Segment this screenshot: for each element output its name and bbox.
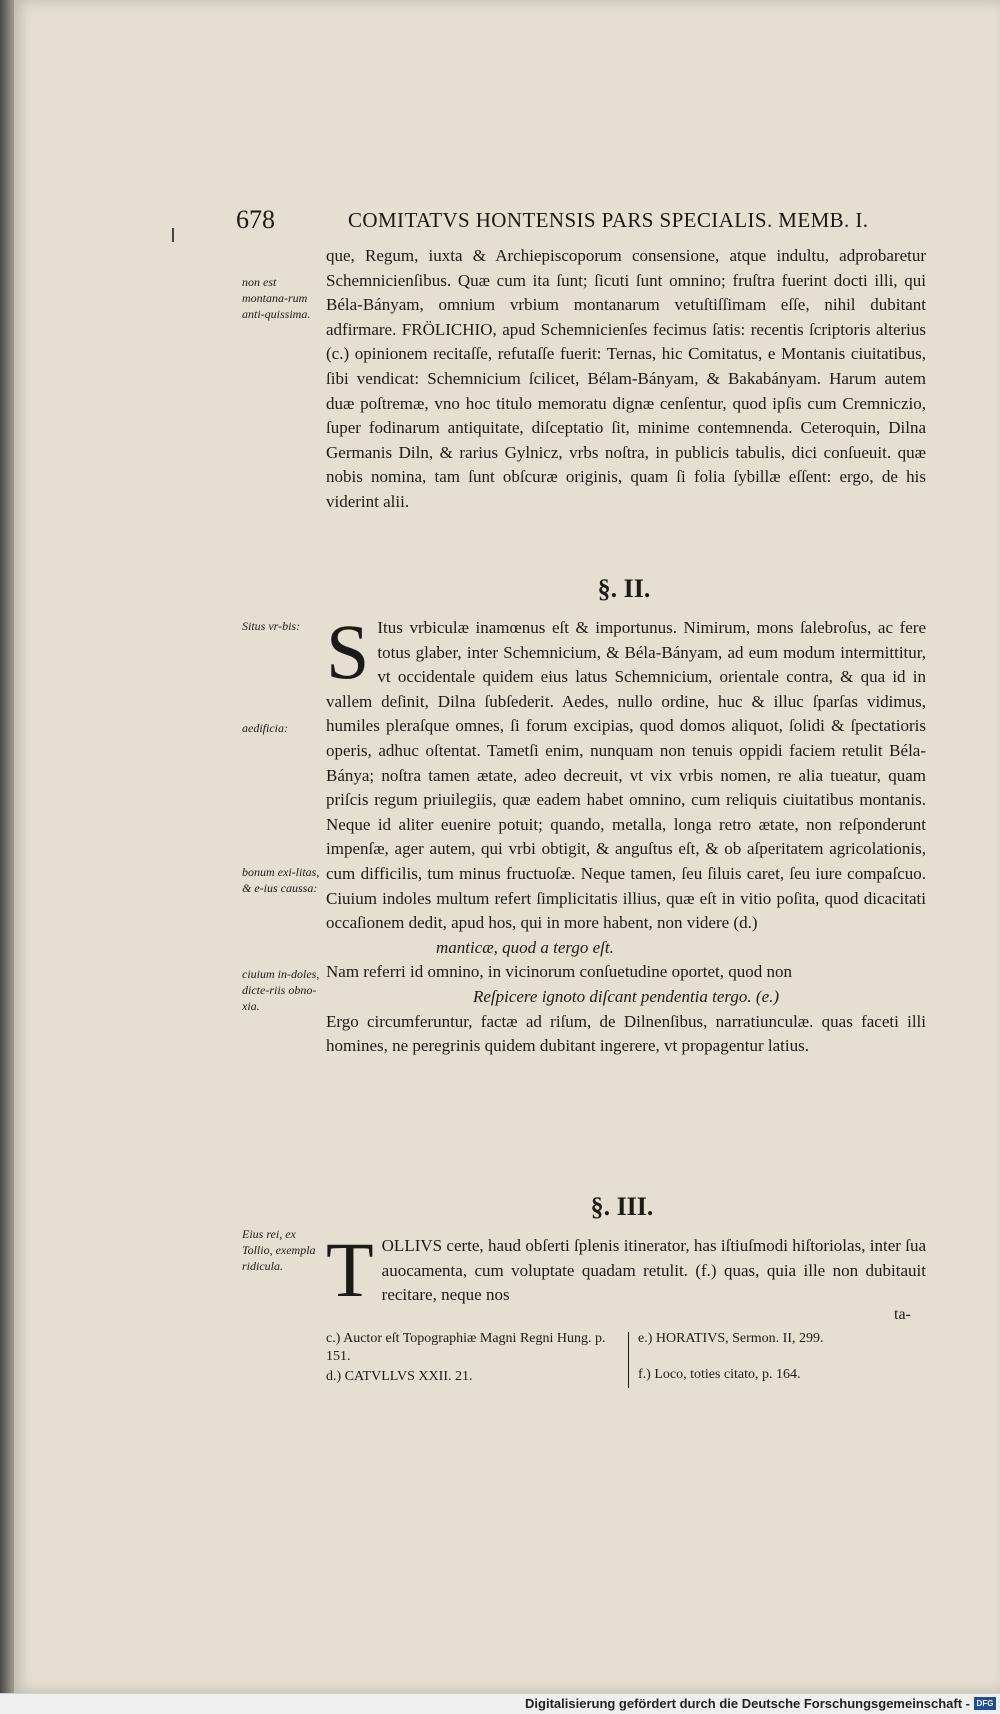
funding-credit: Digitalisierung gefördert durch die Deutsche Forschungsgemeinschaft - [525,1696,970,1711]
catchword: ta- [894,1306,911,1323]
paragraph-text: Ergo circumferuntur, factæ ad riſum, de Dilnenſibus, narratiunculæ. quas faceti illi homines, ne peregrinis quidem dubitant ingerere, vt propagentur latius. [326,1011,926,1056]
margin-note: ciuium in-doles, dicte-riis obno-xia. [242,967,320,1013]
footnote-f: f.) Loco, toties citato, p. 164. [638,1367,801,1382]
running-title: COMITATVS HONTENSIS PARS SPECIALIS. MEMB. I. [348,208,869,232]
margin-note: aedificia: [242,721,288,735]
paragraph-text: que, Regum, iuxta & Archiepiscoporum consensione, atque indultu, adprobaretur Schemnicienſibus. Quæ cum ita ſunt; ſicuti ſunt omnino; fruſtra fuerint docti illi, qui Béla-Bányam, omnium vrbium montanarum vetuſtiſſimam eſſe, nihil dubitant adfirmare. FRÖLICHIO, apud Schemnicienſes fecimus ſatis: recentis ſcriptoris alterius (c.) opinionem recitaſſe, refutaſſe fuerit: Ternas, hic Comitatus, e Montanis ciuitatibus, ſibi vendicat: Schemnicium ſcilicet, Bélam-Bányam, & Bakabányam. Harum autem duæ poſtremæ, vno hoc titulo memoratu dignæ cenſentur, quod ipſis cum Cremniczio, ſuper fodinarum antiquitate, diſceptatio ſit, minime contemnenda. Ceteroquin, Dilna Germanis Diln, & rarius Gylnicz, vrbs noſtra, in publicis tabulis, dici conſueuit. quæ nobis nomina, tam ſunt obſcuræ originis, quam ſi folia ſybillæ eſſent: ergo, de his viderint alii. [326,246,926,511]
drop-cap: T [326,1226,374,1313]
margin-note: bonum exi-litas, & e-ius caussa: [242,865,320,895]
page-number: 678 [236,205,275,234]
footnote-c: c.) Auctor eſt Topographiæ Magni Regni Hung. p. 151. [326,1331,606,1364]
paragraph-2 [326,608,926,1059]
paragraph-3 [326,1226,926,1313]
margin-note: Eius rei, ex Tollio, exempla ridicula. [242,1227,316,1273]
footnote-divider [628,1332,629,1388]
footnotes-left [326,1330,626,1388]
footnote-d: d.) CATVLLVS XXII. 21. [326,1369,473,1384]
paragraph-text: Nam referri id omnino, in vicinorum conſuetudine oportet, quod non [326,962,792,982]
margin-mark [172,228,174,242]
footnotes-right [638,1330,898,1386]
page-header [236,202,916,242]
paragraph-text: OLLIVS certe, haud obſerti ſplenis itinerator, has iſtiuſmodi hiſtoriolas, inter ſua auocamenta, cum voluptate quadam retulit. (f.) quas, quia ille non dubitauit recitare, neque nos [381,1236,926,1305]
section-heading-2: §. II. [597,574,651,603]
margin-note: non est montana-rum anti-quissima. [242,275,311,321]
paragraph-1 [326,244,926,515]
quote-line: Reſpicere ignoto diſcant pendentia tergo. (e.) [472,986,780,1006]
section-heading-3: §. III. [590,1192,654,1221]
dfg-logo-icon: DFG [974,1697,996,1710]
quote-line: manticæ, quod a tergo eſt. [436,937,614,957]
margin-note: Situs vr-bis: [242,619,301,633]
paragraph-text: Itus vrbiculæ inamœnus eſt & importunus. Nimirum, mons ſalebroſus, ac fere totus glaber, inter Schemnicium, & Béla-Bányam, ad eum modum intermittitur, vt occidentale quidem eius latus Schemnicium, orientale contra, & qua id in vallem deſinit, Dilna ſubſederit. Aedes, nullo ordine, huc & illuc ſparſas vidimus, humiles pleraſque omnes, ſi forum excipias, quod domos aliquot, ſolidi & ſpectatioris operis, adhuc oſtentat. Tametſi enim, nunquam non tenuis oppidi faciem retulit Béla-Bánya; noſtra tamen ætate, adeo decreuit, vt vix vrbis nomen, re alia tueatur, quam priſcis regum priuilegiis, quæ eadem habet omnino, cum reliquis ciuitatibus montanis. Neque id aliter euenire potuit; quando, metalla, longa retro ætate, non reſponderunt impenſæ, ager autem, qui vrbi obtigit, & anguſtus eſt, & ob aſperitatem agricolationis, cum difficilis, tum minus fructuoſæ. Neque tamen, ſeu ſiluis caret, ſeu iure compaſcuo. Ciuium indoles multum refert ſimplicitatis illius, quæ eſt in vitio poſita, quod dicacitati occaſionem dedit, apud hos, qui in more habent, non videre (d.) [326,618,926,933]
book-page [14,0,1000,1693]
drop-cap: S [326,608,370,695]
digitization-footer [0,1693,1000,1714]
footnote-e: e.) HORATIVS, Sermon. II, 299. [638,1331,824,1346]
